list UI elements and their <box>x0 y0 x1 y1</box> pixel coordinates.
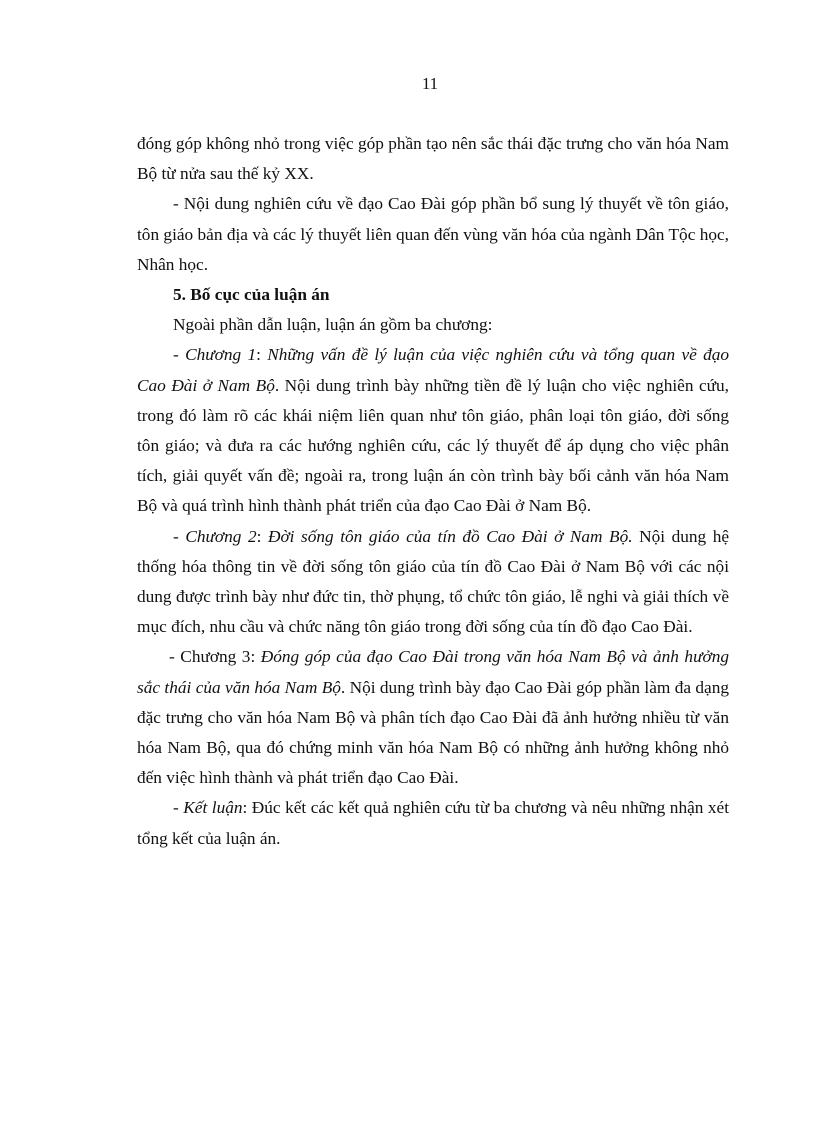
section-heading: 5. Bố cục của luận án <box>173 285 330 305</box>
chapter-2-prefix: - <box>173 526 186 546</box>
chapter-1-prefix: - <box>173 345 186 365</box>
chapter-3-label: Chương 3 <box>180 647 251 667</box>
paragraph-chapter-1 <box>137 340 729 521</box>
conclusion-description: : Đúc kết các kết quả nghiên cứu từ ba chương và nêu những nhận xét tổng kết của luận án. <box>137 798 730 848</box>
page-number: 11 <box>421 74 439 93</box>
paragraph-chapter-3 <box>137 642 729 793</box>
paragraph-intro: Ngoài phần dẫn luận, luận án gồm ba chương: <box>173 315 493 335</box>
chapter-1-description: . Nội dung trình bày những tiền đề lý luận cho việc nghiên cứu, trong đó làm rõ các khái niệm liên quan như tôn giáo, phân loại tôn giáo, đời sống tôn giáo; và đưa ra các hướng nghiên cứu, các lý thuyết để áp dụng cho việc phân tích, giải quyết vấn đề; ngoài ra, trong luận án còn trình bày bối cảnh văn hóa Nam Bộ và quá trình hình thành phát triển của đạo Cao Đài ở Nam Bộ. <box>137 375 729 516</box>
chapter-1-label: Chương 1 <box>185 345 257 365</box>
chapter-3-separator: : <box>250 647 261 667</box>
paragraph-continuation: đóng góp không nhỏ trong việc góp phần tạo nên sắc thái đặc trưng cho văn hóa Nam Bộ từ nửa sau thế kỷ XX. <box>137 134 729 184</box>
chapter-3-prefix: - <box>169 647 181 667</box>
chapter-2-label: Chương 2 <box>185 526 257 546</box>
conclusion-label: Kết luận <box>183 798 243 818</box>
chapter-2-title: Đời sống tôn giáo của tín đồ Cao Đài ở Nam Bộ. <box>267 526 633 546</box>
paragraph-research-content: - Nội dung nghiên cứu về đạo Cao Đài góp phần bổ sung lý thuyết về tôn giáo, tôn giáo bản địa và các lý thuyết liên quan đến vùng văn hóa của ngành Dân Tộc học, Nhân học. <box>137 194 729 274</box>
chapter-2-description: Nội dung hệ thống hóa thông tin về đời sống tôn giáo của tín đồ Cao Đài ở Nam Bộ với các nội dung được trình bày như đức tin, thờ phụng, tổ chức tôn giáo, lễ nghi và giải thích về mục đích, nhu cầu và chức năng tôn giáo trong đời sống của tín đồ đạo Cao Đài. <box>137 526 730 637</box>
paragraph-chapter-2 <box>137 522 729 643</box>
chapter-1-title: Những vấn đề lý luận của việc nghiên cứu và tổng quan về đạo Cao Đài ở Nam Bộ <box>137 345 730 395</box>
conclusion-prefix: - <box>173 798 184 818</box>
paragraph-conclusion <box>137 793 729 853</box>
chapter-3-description: . Nội dung trình bày đạo Cao Đài góp phần làm đa dạng đặc trưng cho văn hóa Nam Bộ và phân tích đạo Cao Đài đã ảnh hưởng nhiều từ văn hóa Nam Bộ, qua đó chứng minh văn hóa Nam Bộ có những ảnh hưởng không nhỏ đến việc hình thành và phát triển đạo Cao Đài. <box>137 677 729 788</box>
chapter-1-separator: : <box>256 345 268 365</box>
chapter-3-title: Đóng góp của đạo Cao Đài trong văn hóa Nam Bộ và ảnh hưởng sắc thái của văn hóa Nam Bộ <box>137 647 730 697</box>
document-body <box>137 129 729 854</box>
chapter-2-separator: : <box>256 526 268 546</box>
